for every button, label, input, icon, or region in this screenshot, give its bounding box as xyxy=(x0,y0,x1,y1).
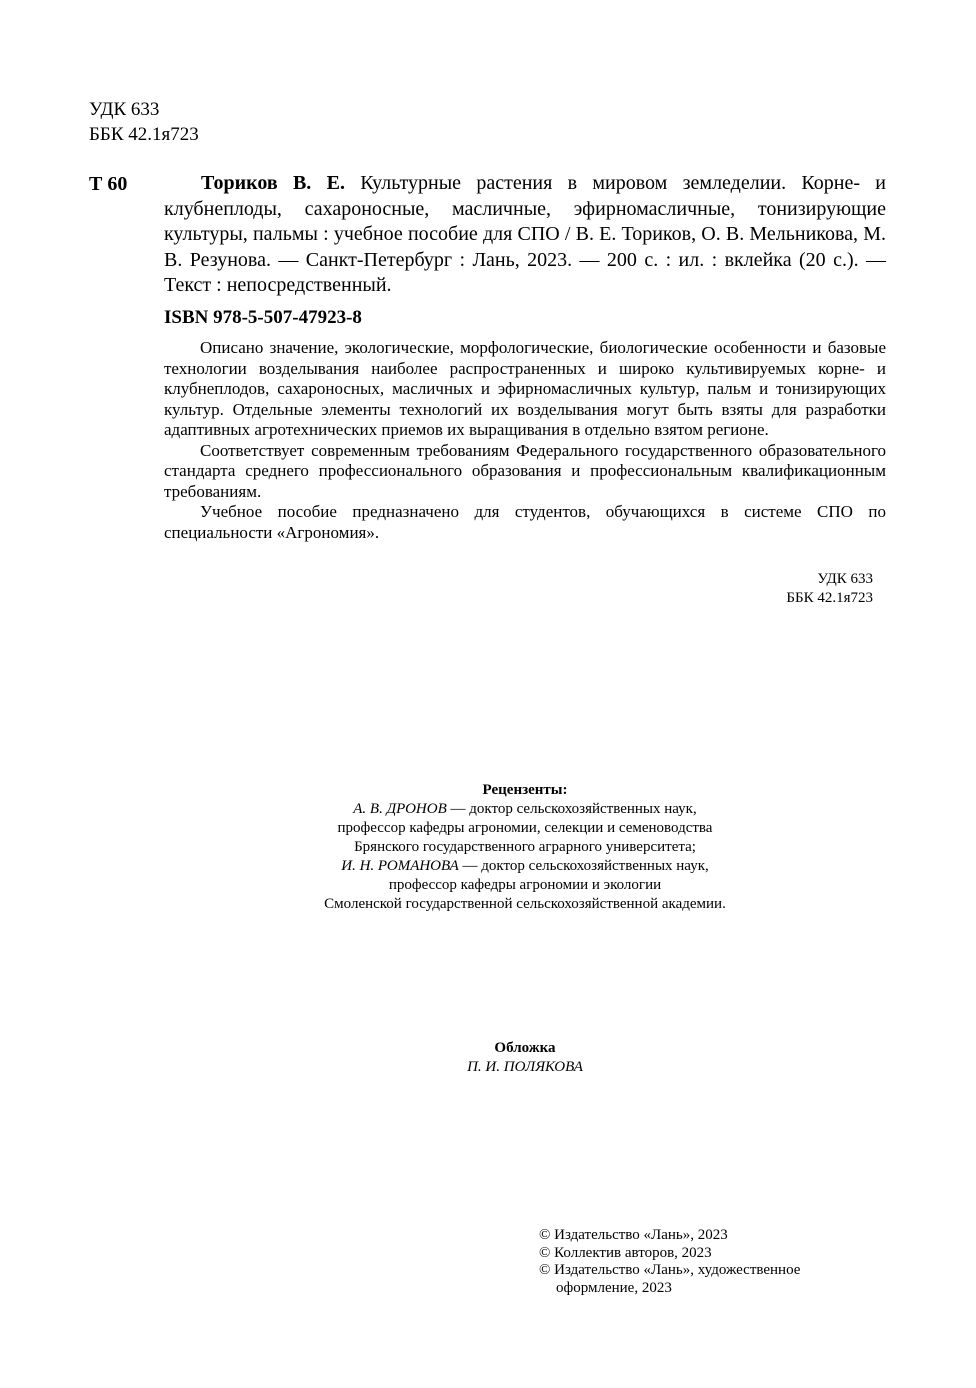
author-code: Т 60 xyxy=(89,173,128,195)
reviewer-line: Брянского государственного аграрного университета; xyxy=(354,839,696,855)
reviewer-line: профессор кафедры агрономии, селекции и семеноводства xyxy=(337,820,713,836)
bibliography-author: Ториков В. Е. xyxy=(201,172,345,194)
reviewer-line: А. В. ДРОНОВ — доктор сельскохозяйственных наук, xyxy=(353,801,697,817)
classification-top xyxy=(89,97,199,147)
copyright-line: оформление, 2023 xyxy=(556,1279,672,1296)
reviewer-name: А. В. ДРОНОВ xyxy=(353,801,447,817)
bibliography-text: Культурные растения в мировом земледелии. Корне- и клубнеплоды, сахароносные, масличные, эфирномасличные, тонизирующие культуры, пальмы : учебное пособие для СПО / В. Е. Ториков, О. В. Мельникова, М. В. Резунова. — Санкт-Петербург : Лань, 2023. — 200 с. : ил. : вклейка (20 с.). — Текст : непосредственный. xyxy=(164,172,886,296)
abstract-paragraph: Соответствует современным требованиям Федерального государственного образовательного стандарта среднего профессионального образования и профессиональным квалификационным требованиям. xyxy=(164,440,886,501)
reviewer-line: Смоленской государственной сельскохозяйственной академии. xyxy=(324,896,726,912)
abstract xyxy=(164,338,886,543)
reviewer-line: профессор кафедры агрономии и экологии xyxy=(388,877,662,893)
reviewer-name: И. Н. РОМАНОВА xyxy=(341,858,459,874)
bbk-code: ББК 42.1я723 xyxy=(786,590,873,606)
copyright-line: © Коллектив авторов, 2023 xyxy=(539,1244,712,1261)
cover-credit xyxy=(400,1039,650,1077)
cover-title: Обложка xyxy=(494,1040,556,1056)
cover-designer: П. И. ПОЛЯКОВА xyxy=(467,1059,583,1075)
classification-right xyxy=(700,570,873,608)
copyright-line: © Издательство «Лань», художественное xyxy=(539,1262,801,1278)
udk-code: УДК 633 xyxy=(817,571,873,587)
reviewers-title: Рецензенты: xyxy=(482,782,568,798)
copyright-line: © Издательство «Лань», 2023 xyxy=(539,1227,728,1243)
bibliographic-record xyxy=(164,171,886,299)
abstract-paragraph: Описано значение, экологические, морфологические, биологические особенности и базовые технологии возделывания наиболее распространенных и широко культивируемых корне- и клубнеплодов, сахароносных, масличных и эфирномасличных культур, пальм и тонизирующих культур. Отдельные элементы технологий их возделывания могут быть взяты для разработки адаптивных агротехнических приемов их выращивания в отдельно взятом регионе. xyxy=(164,338,886,439)
reviewers-block xyxy=(200,781,850,914)
isbn: ISBN 978-5-507-47923-8 xyxy=(164,307,362,328)
udk-code: УДК 633 xyxy=(89,99,160,120)
abstract-paragraph: Учебное пособие предназначено для студентов, обучающихся в системе СПО по специальности «Агрономия». xyxy=(164,502,886,542)
copyright-block xyxy=(539,1227,859,1297)
reviewer-line: И. Н. РОМАНОВА — доктор сельскохозяйственных наук, xyxy=(341,858,709,874)
bbk-code: ББК 42.1я723 xyxy=(89,124,199,145)
